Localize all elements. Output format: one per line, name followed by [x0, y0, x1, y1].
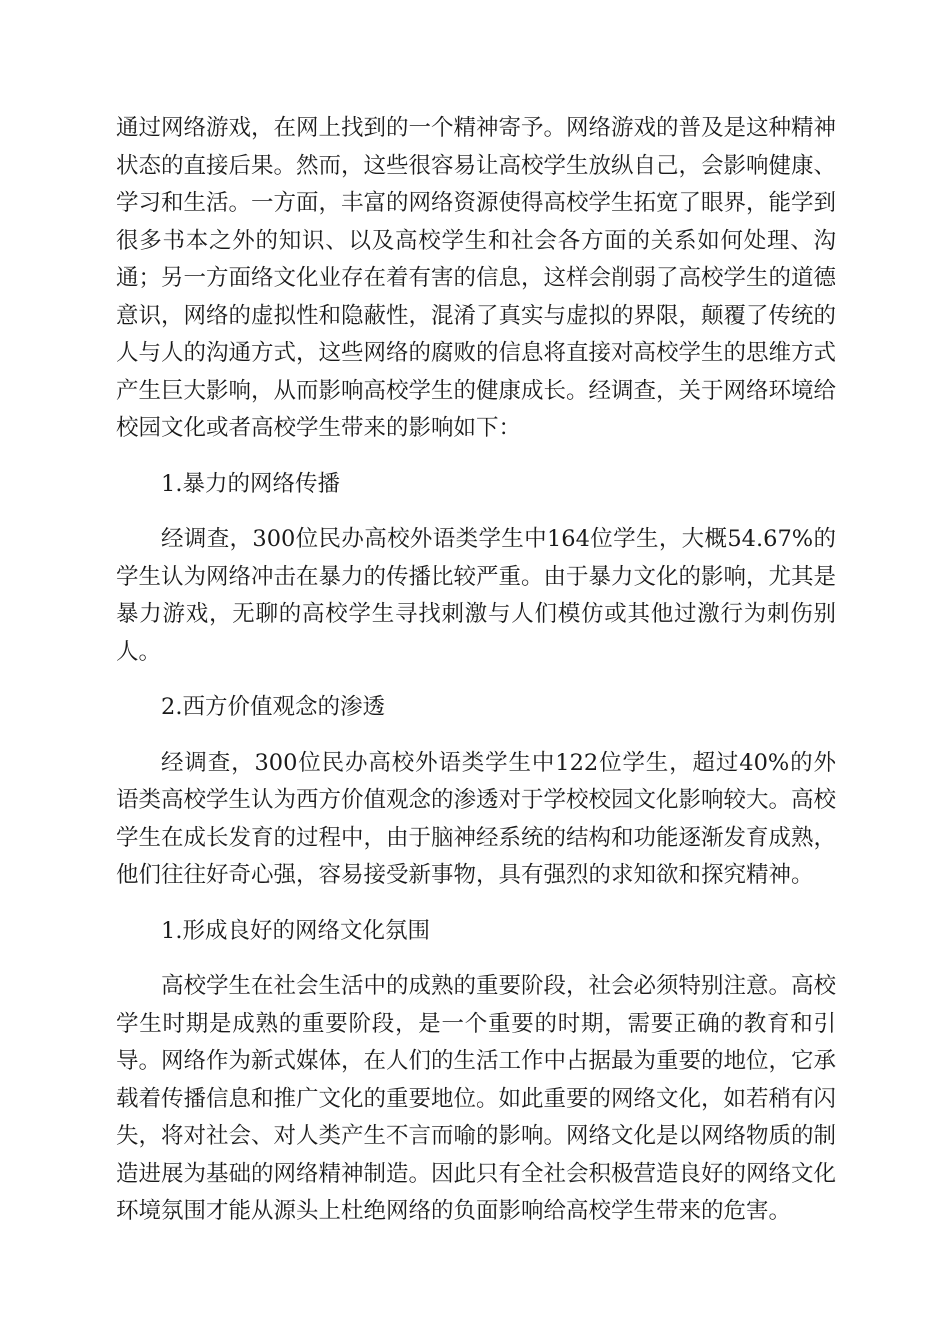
- section-heading-western-values: 2.西方价值观念的渗透: [161, 694, 385, 720]
- body-paragraph-2: 经调查，300位民办高校外语类学生中164位学生，大概54.67%的学生认为网络冲击在暴力的传播比较严重。由于暴力文化的影响，尤其是暴力游戏，无聊的高校学生寻找刺激与人们模仿或其他过激行为刺伤别人。: [116, 526, 837, 665]
- document-body: [116, 110, 836, 1231]
- body-paragraph-1: 通过网络游戏，在网上找到的一个精神寄予。网络游戏的普及是这种精神状态的直接后果。然而，这些很容易让高校学生放纵自己，会影响健康、学习和生活。一方面，丰富的网络资源使得高校学生拓宽了眼界，能学到很多书本之外的知识、以及高校学生和社会各方面的关系如何处理、沟通；另一方面络文化业存在着有害的信息，这样会削弱了高校学生的道德意识，网络的虚拟性和隐蔽性，混淆了真实与虚拟的界限，颠覆了传统的人与人的沟通方式，这些网络的腐败的信息将直接对高校学生的思维方式产生巨大影响，从而影响高校学生的健康成长。经调查，关于网络环境给校园文化或者高校学生带来的影响如下：: [116, 115, 837, 441]
- section-heading-good-atmosphere: 1.形成良好的网络文化氛围: [161, 917, 430, 944]
- body-paragraph-4: 高校学生在社会生活中的成熟的重要阶段，社会必须特别注意。高校学生时期是成熟的重要阶段，是一个重要的时期，需要正确的教育和引导。网络作为新式媒体，在人们的生活工作中占据最为重要的地位，它承载着传播信息和推广文化的重要地位。如此重要的网络文化，如若稍有闪失，将对社会、对人类产生不言而喻的影响。网络文化是以网络物质的制造进展为基础的网络精神制造。因此只有全社会积极营造良好的网络文化环境氛围才能从源头上杜绝网络的负面影响给高校学生带来的危害。: [116, 973, 837, 1224]
- body-paragraph-3: 经调查，300位民办高校外语类学生中122位学生，超过40%的外语类高校学生认为西方价值观念的渗透对于学校校园文化影响较大。高校学生在成长发育的过程中，由于脑神经系统的结构和功能逐渐发育成熟，他们往往好奇心强，容易接受新事物，具有强烈的求知欲和探究精神。: [116, 749, 837, 888]
- section-heading-violence: 1.暴力的网络传播: [161, 470, 340, 497]
